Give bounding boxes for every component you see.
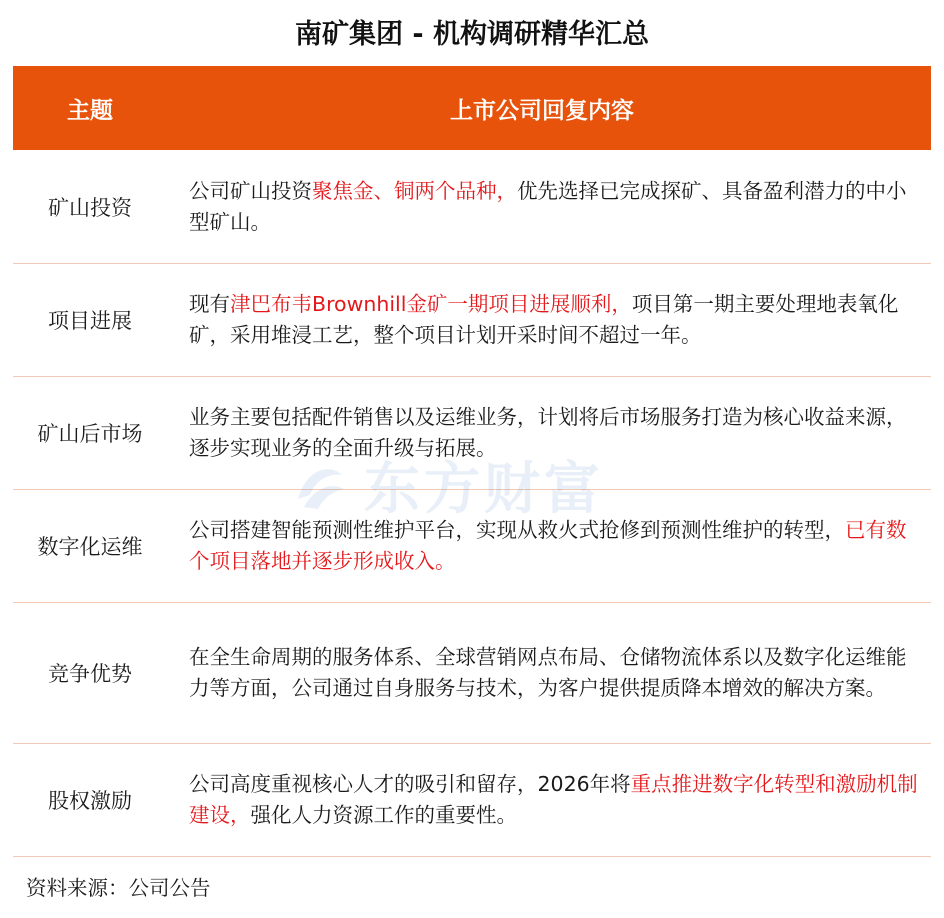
row-content <box>167 642 931 704</box>
row-topic: 股权激励 <box>48 789 132 813</box>
content-text: 强化人力资源工作的重要性。 <box>250 803 517 827</box>
table-row <box>13 150 931 264</box>
highlight-text: 津巴布韦Brownhill金矿一期项目进展顺利， <box>230 292 632 316</box>
content-text: 现有 <box>189 292 230 316</box>
header-reply: 上市公司回复内容 <box>450 97 634 124</box>
row-topic: 数字化运维 <box>37 535 143 559</box>
highlight-text: 重点推进数字化转型和激励机制建设， <box>189 772 918 827</box>
table-row <box>13 744 931 857</box>
table-row <box>13 377 931 490</box>
highlight-text: 已有数个项目落地并逐步形成收入。 <box>189 518 907 573</box>
watermark-text: 东方财富 <box>364 457 604 522</box>
row-topic: 矿山投资 <box>48 195 132 220</box>
row-content <box>167 176 931 238</box>
content-text: 公司高度重视核心人才的吸引和留存，2026年将 <box>189 772 631 796</box>
content-text: 优先选择已完成探矿、具备盈利潜力的中小型矿山。 <box>189 178 907 234</box>
page-title: 南矿集团 - 机构调研精华汇总 <box>294 19 649 50</box>
row-topic: 竞争优势 <box>48 662 132 686</box>
content-text: 在全生命周期的服务体系、全球营销网点布局、仓储物流体系以及数字化运维能力等方面，公司通过自身服务与技术，为客户提供提质降本增效的解决方案。 <box>189 645 907 700</box>
row-topic: 矿山后市场 <box>37 422 143 446</box>
row-topic: 项目进展 <box>48 309 132 333</box>
content-text: 业务主要包括配件销售以及运维业务，计划将后市场服务打造为核心收益来源，逐步实现业务的全面升级与拓展。 <box>189 405 907 460</box>
header-topic: 主题 <box>67 97 113 124</box>
content-text: 公司搭建智能预测性维护平台，实现从救火式抢修到预测性维护的转型， <box>189 518 845 542</box>
table-header <box>13 66 931 150</box>
content-text: 项目第一期主要处理地表氧化矿，采用堆浸工艺，整个项目计划开采时间不超过一年。 <box>189 292 899 347</box>
table-row <box>13 603 931 744</box>
row-content <box>167 769 931 831</box>
row-content <box>167 289 931 351</box>
row-content <box>167 515 931 577</box>
content-text: 公司矿山投资 <box>189 178 312 203</box>
table-row <box>13 264 931 377</box>
source-note: 资料来源：公司公告 <box>26 876 211 900</box>
row-content <box>167 402 931 464</box>
research-summary-table <box>13 66 931 857</box>
highlight-text: 聚焦金、铜两个品种， <box>312 178 517 203</box>
table-row <box>13 490 931 603</box>
